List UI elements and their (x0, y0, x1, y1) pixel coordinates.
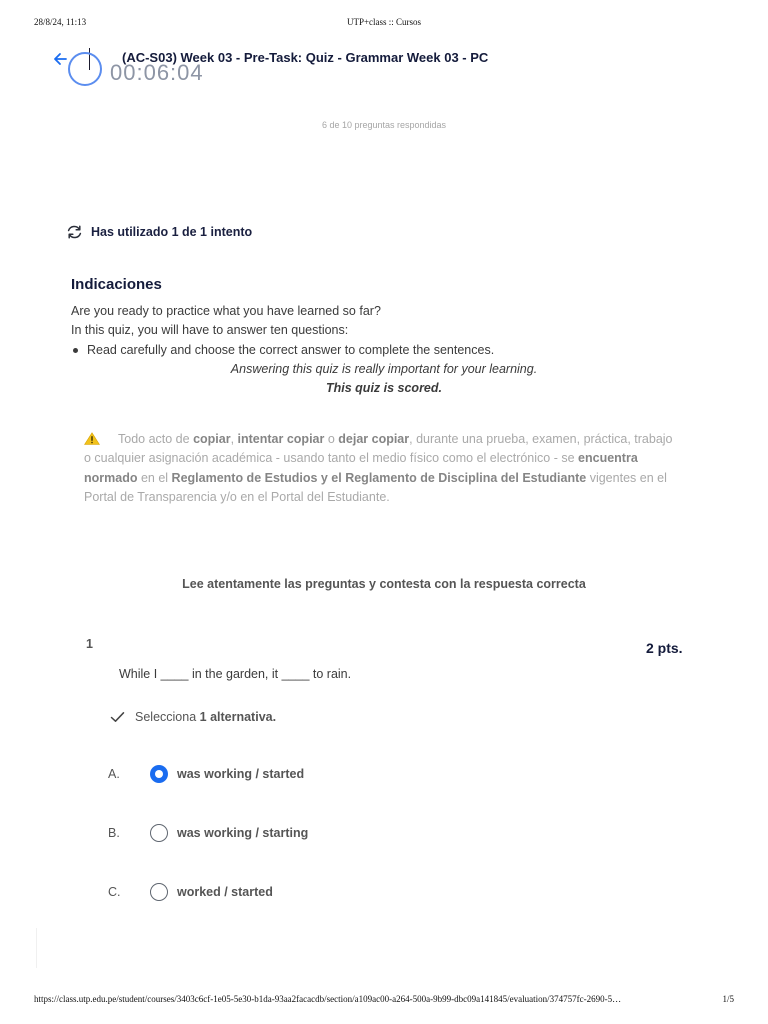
option-letter: B. (108, 826, 120, 840)
attempts-info (66, 224, 252, 240)
option-letter: C. (108, 885, 121, 899)
print-header (0, 17, 768, 29)
select-hint-text: Selecciona (135, 710, 197, 724)
print-page-number: 1/5 (722, 994, 734, 1004)
integrity-warning (84, 430, 674, 507)
indications-italic-line: Answering this quiz is really important for your learning. (230, 362, 538, 376)
option-text: was working / starting (177, 826, 309, 840)
option-letter: A. (108, 767, 120, 781)
select-hint-count: 1 alternativa. (199, 710, 277, 724)
option-text: worked / started (177, 885, 273, 899)
warning-bold: encuentra normado (84, 451, 638, 485)
option-c[interactable] (108, 882, 408, 904)
question-points: 2 pts. (646, 640, 683, 656)
indications-bullet-text: Read carefully and choose the correct answer to complete the sentences. (87, 343, 495, 357)
warning-text: Todo acto de (118, 432, 194, 446)
indications-line-2: In this quiz, you will have to answer ten questions: (71, 323, 349, 337)
quiz-title: (AC-S03) Week 03 - Pre-Task: Quiz - Grammar Week 03 - PC (122, 50, 489, 65)
bullet-dot (73, 348, 78, 353)
option-a[interactable] (108, 764, 408, 786)
option-text: was working / started (177, 767, 305, 781)
refresh-icon (66, 224, 83, 240)
quiz-timer (60, 60, 220, 90)
question-text: While I ____ in the garden, it ____ to rain. (119, 667, 352, 681)
option-b[interactable] (108, 823, 408, 845)
warning-bold: dejar copiar (338, 432, 410, 446)
warning-bold: copiar (193, 432, 231, 446)
indications-title: Indicaciones (71, 276, 162, 293)
warning-text: en el (137, 470, 172, 485)
question-number: 1 (86, 637, 93, 651)
radio-button-selected[interactable] (150, 765, 168, 783)
radio-button[interactable] (150, 824, 168, 842)
warning-text: , durante una prueba, examen, práctica, trabajo o cualquier asignación académica - usando tanto el medio físico como el electrónico - se (84, 432, 673, 466)
radio-button[interactable] (150, 883, 168, 901)
warning-text: vigentes en el Portal de Transparencia y/o en el Portal del Estudiante. (84, 470, 667, 504)
back-button[interactable] (50, 49, 70, 69)
arrow-left-icon (50, 49, 70, 69)
indications-line-1: Are you ready to practice what you have learned so far? (71, 304, 381, 318)
select-hint (110, 709, 276, 725)
indications-scored-line: This quiz is scored. (326, 381, 442, 395)
scroll-edge (36, 928, 37, 968)
quiz-instruction: Lee atentamente las preguntas y contesta con la respuesta correcta (182, 577, 586, 591)
indications-bullet (87, 343, 494, 357)
warning-bold: intentar copiar (237, 432, 325, 446)
timer-ring-icon (68, 52, 102, 86)
timer-value: 00:06:04 (110, 60, 204, 85)
print-page-title: UTP+class :: Cursos (346, 17, 422, 27)
print-url: https://class.utp.edu.pe/student/courses/3403c6cf-1e05-5e30-b1da-93aa2facacdb/section/a109ac00-a264-500a-9b99-dbc09a141845/evaluation/374757fc-2690-5… (34, 994, 622, 1004)
warning-text: , (230, 432, 238, 446)
checkmark-icon (110, 711, 125, 723)
attempts-text: Has utilizado 1 de 1 intento (91, 225, 253, 239)
print-datetime: 28/8/24, 11:13 (34, 17, 87, 27)
warning-bold: Reglamento de Estudios y el Reglamento de Disciplina del Estudiante (171, 470, 587, 485)
progress-text: 6 de 10 preguntas respondidas (321, 120, 447, 130)
warning-icon (84, 432, 100, 445)
warning-text: o (324, 432, 339, 446)
print-footer (0, 994, 768, 1006)
